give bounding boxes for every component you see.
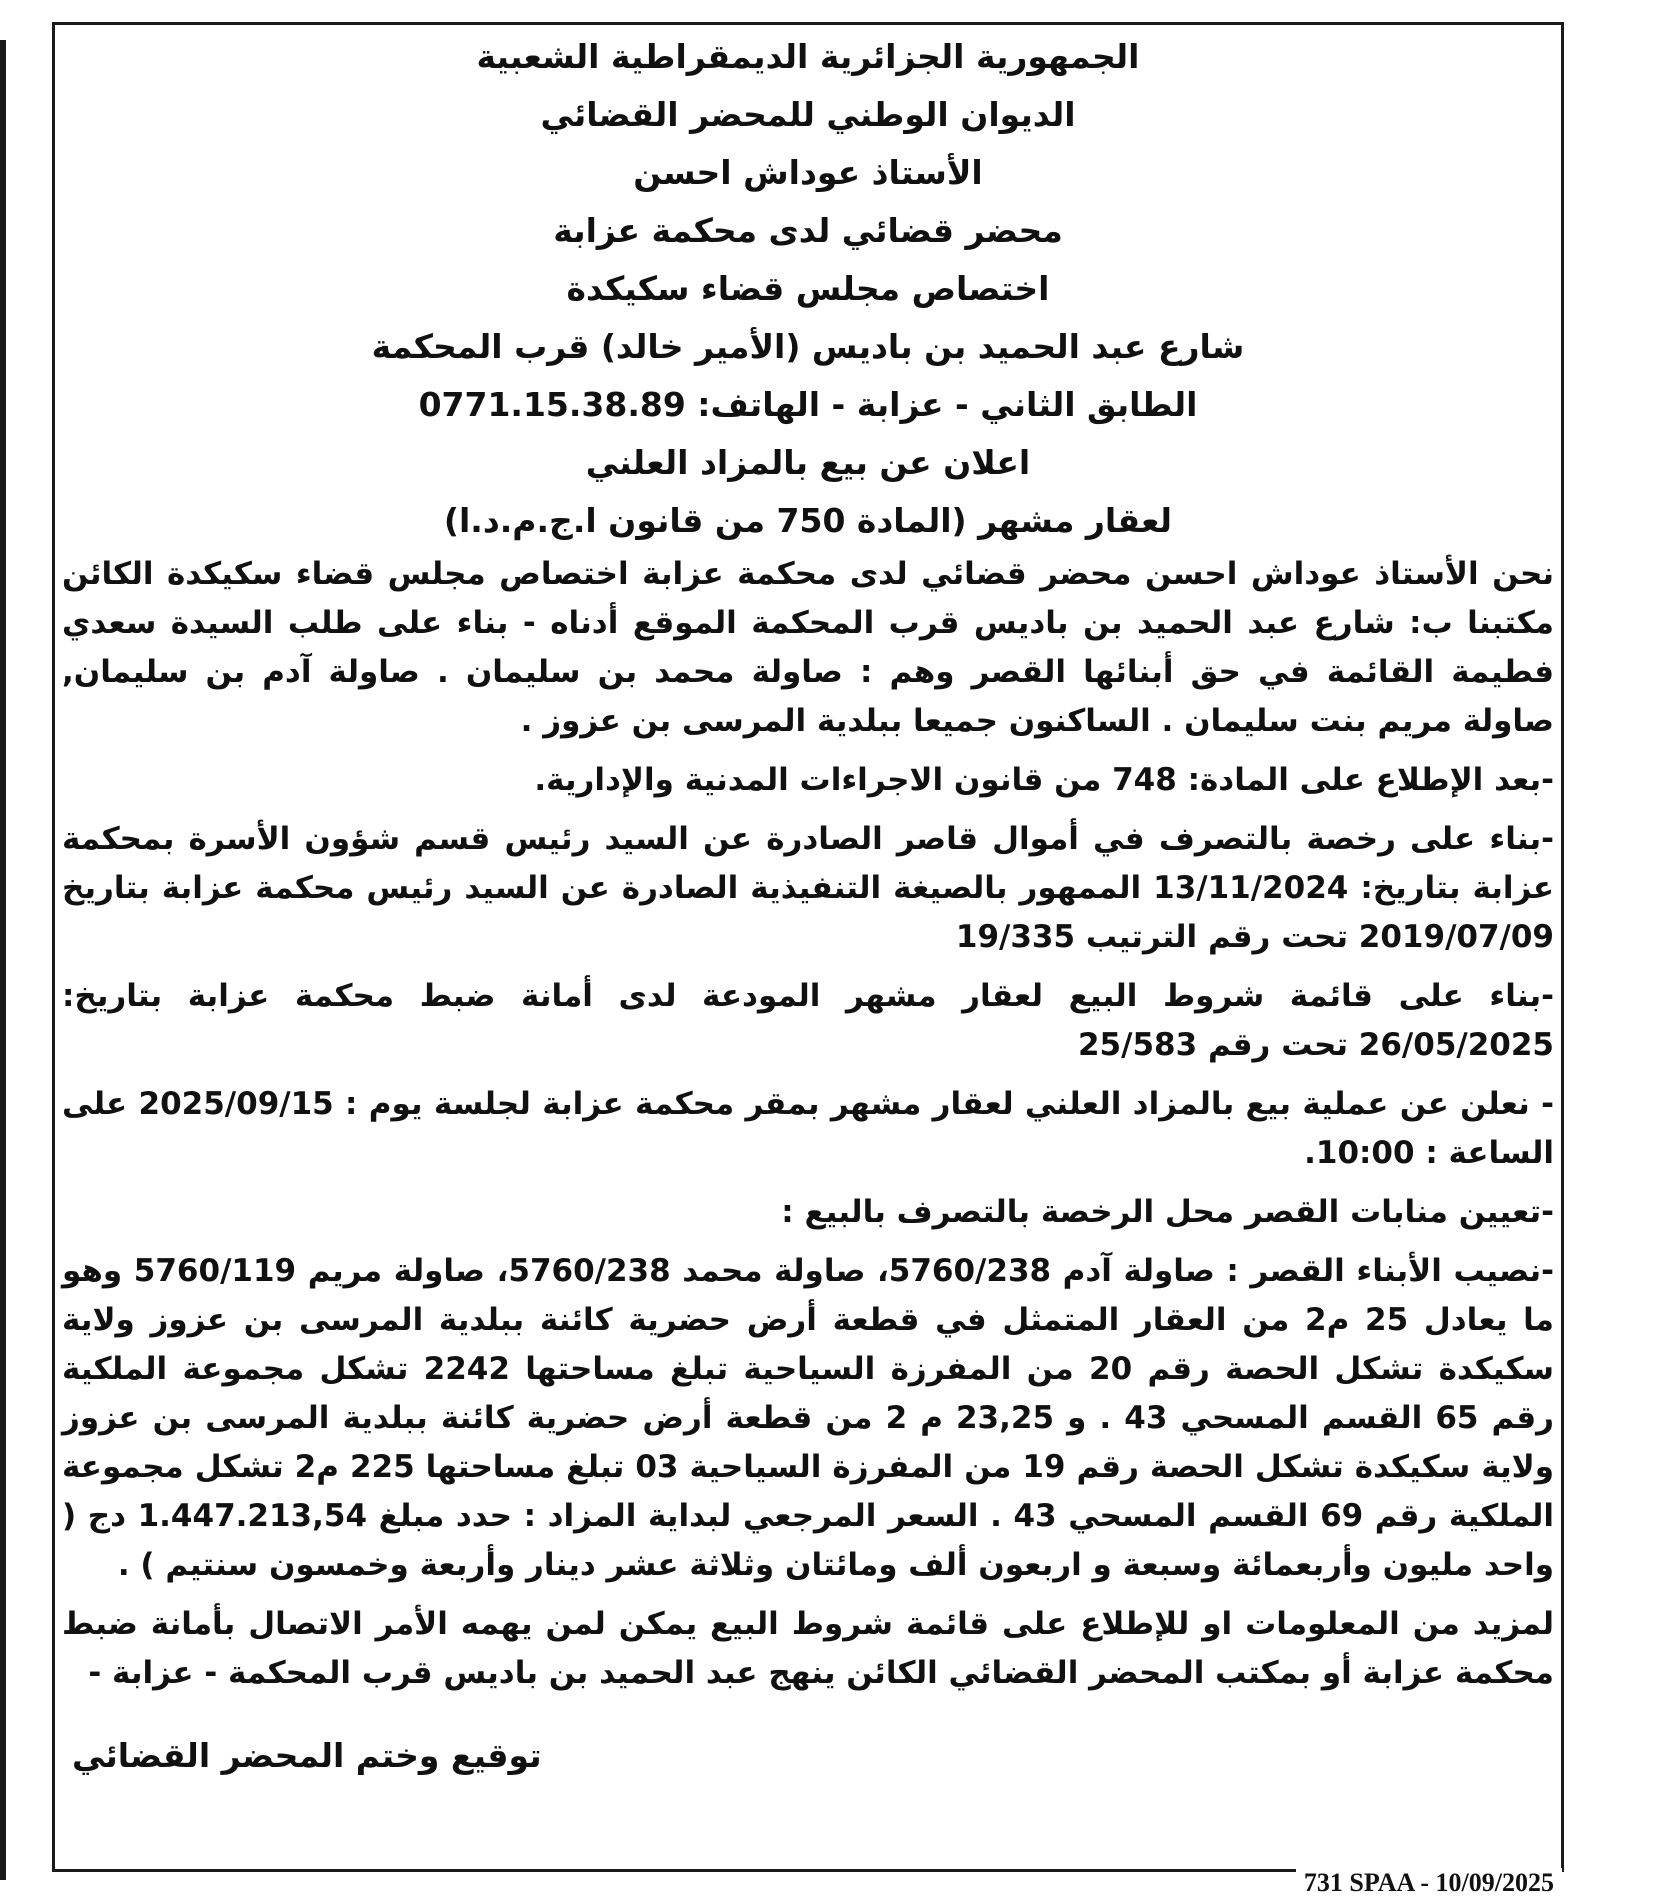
header-phone: الطابق الثاني - عزابة - الهاتف: 0771.15.38.89 <box>418 385 1198 424</box>
footer-code: 731 SPAA - 10/09/2025 <box>1296 1868 1562 1898</box>
header-jurisdiction: اختصاص مجلس قضاء سكيكدة <box>566 269 1050 308</box>
signature-text: توقيع وختم المحضر القضائي <box>72 1736 542 1775</box>
paragraph-shares-heading: -تعيين منابات القصر محل الرخصة بالتصرف بالبيع : <box>781 1194 1554 1230</box>
header-subtitle: لعقار مشهر (المادة 750 من قانون ا.ج.م.د.ا) <box>443 501 1173 540</box>
paragraph-conditions: -بناء على قائمة شروط البيع لعقار مشهر المودعة لدى أمانة ضبط محكمة عزابة بتاريخ: 26/05/2025 تحت رقم 25/583 <box>62 978 1554 1063</box>
header-title: اعلان عن بيع بالمزاد العلني <box>585 443 1031 482</box>
header-bailiff-name: الأستاذ عوداش احسن <box>633 153 983 192</box>
header-address: شارع عبد الحميد بن باديس (الأمير خالد) قرب المحكمة <box>371 327 1245 366</box>
paragraph-license: -بناء على رخصة بالتصرف في أموال قاصر الصادرة عن السيد رئيس قسم شؤون الأسرة بمحكمة عزابة بتاريخ: 13/11/2024 الممهور بالصيغة التنفيذية الصادرة عن السيد رئيس محكمة عزابة بتاريخ 2019/07/09 تحت رقم الترتيب 19/335 <box>62 821 1554 955</box>
paragraph-intro: نحن الأستاذ عوداش احسن محضر قضائي لدى محكمة عزابة اختصاص مجلس قضاء سكيكدة الكائن مكتبنا ب: شارع عبد الحميد بن باديس قرب المحكمة الموقع أدناه - بناء على طلب السيدة سعدي فطيمة القائمة في حق أبنائها القصر وهم : صاولة محمد بن سليمان . صاولة آدم بن سليمان, صاولة مريم بنت سليمان . الساكنون جميعا ببلدية المرسى بن عزوز . <box>62 556 1554 739</box>
header-republic: الجمهورية الجزائرية الديمقراطية الشعبية <box>476 37 1140 76</box>
signature-block <box>62 1736 1554 1775</box>
notice-body <box>62 550 1554 1698</box>
paragraph-contact: لمزيد من المعلومات او للإطلاع على قائمة شروط البيع يمكن لمن يهمه الأمر الاتصال بأمانة ضبط محكمة عزابة أو بمكتب المحضر القضائي الكائن ينهج عبد الحميد بن باديس قرب المحكمة - عزابة - <box>62 1606 1554 1691</box>
scan-edge <box>0 40 6 1880</box>
header-office: الديوان الوطني للمحضر القضائي <box>540 95 1076 134</box>
paragraph-auction-date: - نعلن عن عملية بيع بالمزاد العلني لعقار مشهر بمقر محكمة عزابة لجلسة يوم : 2025/09/15 على الساعة : 10:00. <box>62 1086 1554 1171</box>
notice-content <box>62 28 1554 1775</box>
header-court: محضر قضائي لدى محكمة عزابة <box>553 211 1063 250</box>
notice-header <box>62 28 1554 550</box>
paragraph-article: -بعد الإطلاع على المادة: 748 من قانون الاجراءات المدنية والإدارية. <box>534 762 1554 798</box>
paragraph-shares-details: -نصيب الأبناء القصر : صاولة آدم 5760/238، صاولة محمد 5760/238، صاولة مريم 5760/119 وهو ما يعادل 25 م2 من العقار المتمثل في قطعة أرض حضرية كائنة ببلدية المرسى بن عزوز ولاية سكيكدة تشكل الحصة رقم 20 من المفرزة السياحية تبلغ مساحتها 2242 تشكل مجموعة الملكية رقم 65 القسم المسحي 43 . و 23,25 م 2 من قطعة أرض حضرية كائنة ببلدية المرسى بن عزوز ولاية سكيكدة تشكل الحصة رقم 19 من المفرزة السياحية 03 تبلغ مساحتها 225 م2 تشكل مجموعة الملكية رقم 69 القسم المسحي 43 . السعر المرجعي لبداية المزاد : حدد مبلغ 1.447.213,54 دج ( واحد مليون وأربعمائة وسبعة و اربعون ألف ومائتان وثلاثة عشر دينار وأربعة وخمسون سنتيم ) . <box>62 1253 1555 1583</box>
